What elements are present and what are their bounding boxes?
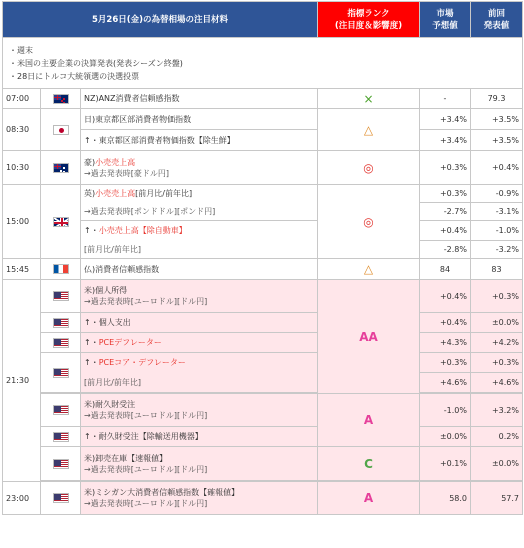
us-flag-icon [53, 318, 69, 328]
time-cell: 23:00 [3, 482, 41, 515]
event-sub-cell: →過去発表時[ポンドドル][ポンド円] [81, 203, 318, 221]
event-cell: ↑・東京都区部消費者物価指数【除生鮮】 [81, 130, 318, 151]
table-row [3, 394, 523, 427]
flag-cell [41, 313, 81, 333]
time-cell: 15:00 [3, 185, 41, 259]
event-cell: ↑・耐久財受注【除輸送用機器】 [81, 427, 318, 447]
previous-cell: -3.1% [471, 203, 523, 221]
forecast-cell: ±0.0% [420, 427, 471, 447]
event-cell: 豪)小売売上高 →過去発表時[豪ドル円] [81, 151, 318, 185]
time-cell: 15:45 [3, 259, 41, 280]
forecast-cell: +0.4% [420, 313, 471, 333]
time-cell: 10:30 [3, 151, 41, 185]
australia-flag-icon [53, 163, 69, 173]
table-row [3, 130, 523, 151]
table-row [3, 221, 523, 241]
table-row [3, 241, 523, 259]
previous-cell: +3.2% [471, 394, 523, 427]
event-cell: ↑・PCEデフレーター [81, 333, 318, 353]
previous-cell: 83 [471, 259, 523, 280]
previous-header: 前回 発表値 [471, 2, 523, 38]
flag-cell [41, 333, 81, 353]
japan-flag-icon [53, 125, 69, 135]
us-flag-icon [53, 493, 69, 503]
note-weekend: ・週末 [9, 45, 33, 55]
previous-cell: ±0.0% [471, 313, 523, 333]
forecast-cell: +0.1% [420, 447, 471, 481]
event-cell: ↑・PCEコア・デフレーター [81, 353, 318, 373]
table-title: 5月26日(金)の為替相場の注目材料 [3, 2, 318, 38]
table-row [3, 427, 523, 447]
us-flag-icon [53, 459, 69, 469]
forecast-cell: -1.0% [420, 394, 471, 427]
triangle-mark-icon: △ [363, 262, 374, 276]
previous-cell: -1.0% [471, 221, 523, 241]
event-cell: 日)東京都区部消費者物価指数 [81, 109, 318, 130]
forecast-cell: +3.4% [420, 130, 471, 151]
previous-cell: 0.2% [471, 427, 523, 447]
forecast-cell: +0.3% [420, 151, 471, 185]
us-flag-icon [53, 291, 69, 301]
flag-cell [41, 280, 81, 313]
previous-cell: 57.7 [471, 482, 523, 515]
table-row [3, 373, 523, 393]
rank-cell [318, 109, 420, 151]
event-cell: NZ)ANZ消費者信頼感指数 [81, 89, 318, 109]
double-circle-icon: ◎ [363, 214, 374, 229]
rank-cell [318, 482, 420, 515]
rank-cell [318, 259, 420, 280]
previous-cell: -3.2% [471, 241, 523, 259]
flag-cell [41, 89, 81, 109]
table-row [3, 203, 523, 221]
time-cell: 21:30 [3, 280, 41, 482]
flag-cell [41, 482, 81, 515]
rank-cell [318, 151, 420, 185]
header-row [3, 2, 523, 38]
previous-cell: +3.5% [471, 109, 523, 130]
previous-cell: 79.3 [471, 89, 523, 109]
rank-cell [318, 447, 420, 481]
table-row [3, 313, 523, 333]
event-cell: ↑・個人支出 [81, 313, 318, 333]
event-sub-cell: [前月比/前年比] [81, 373, 318, 393]
previous-cell: -0.9% [471, 185, 523, 203]
table-row [3, 447, 523, 481]
us-flag-icon [53, 368, 69, 378]
us-flag-icon [53, 432, 69, 442]
forecast-cell: +0.3% [420, 353, 471, 373]
rank-aa-badge: AA [359, 329, 378, 344]
rank-c-badge: C [364, 456, 373, 471]
rank-header: 指標ランク (注目度＆影響度) [318, 2, 420, 38]
forecast-cell: -2.7% [420, 203, 471, 221]
time-cell: 08:30 [3, 109, 41, 151]
event-sub-cell: [前月比/前年比] [81, 241, 318, 259]
table-row [3, 259, 523, 280]
previous-cell: +3.5% [471, 130, 523, 151]
flag-cell [41, 185, 81, 259]
previous-cell: +4.2% [471, 333, 523, 353]
rank-cell [318, 280, 420, 394]
note-turkey: ・28日にトルコ大統領選の決選投票 [9, 71, 140, 81]
forecast-cell: 58.0 [420, 482, 471, 515]
table-row [3, 89, 523, 109]
previous-cell: +0.3% [471, 353, 523, 373]
flag-cell [41, 151, 81, 185]
forecast-cell: +0.3% [420, 185, 471, 203]
rank-cell [318, 394, 420, 447]
double-circle-icon: ◎ [363, 160, 374, 175]
table-row [3, 280, 523, 313]
france-flag-icon [53, 264, 69, 274]
rank-cell [318, 185, 420, 259]
forecast-cell: +3.4% [420, 109, 471, 130]
forecast-cell: -2.8% [420, 241, 471, 259]
flag-cell [41, 394, 81, 427]
uk-flag-icon [53, 217, 69, 227]
forecast-cell: +4.3% [420, 333, 471, 353]
forecast-cell: +0.4% [420, 221, 471, 241]
flag-cell [41, 259, 81, 280]
table-row [3, 482, 523, 515]
event-cell: 仏)消費者信頼感指数 [81, 259, 318, 280]
event-cell: 米)卸売在庫【速報値】 →過去発表時[ユーロドル][ドル円] [81, 447, 318, 481]
flag-cell [41, 427, 81, 447]
previous-cell: +4.6% [471, 373, 523, 393]
event-cell: 米)個人所得 →過去発表時[ユーロドル][ドル円] [81, 280, 318, 313]
table-row [3, 151, 523, 185]
table-row [3, 185, 523, 203]
forecast-cell: +4.6% [420, 373, 471, 393]
table-row [3, 109, 523, 130]
note-earnings: ・米国の主要企業の決算発表(発表シーズン終盤) [9, 58, 183, 68]
rank-cell [318, 89, 420, 109]
event-cell: 米)ミシガン大消費者信頼感指数【確報値】 →過去発表時[ユーロドル][ドル円] [81, 482, 318, 515]
forecast-cell: 84 [420, 259, 471, 280]
flag-cell [41, 109, 81, 151]
forecast-header: 市場 予想値 [420, 2, 471, 38]
event-cell: 米)耐久財受注 →過去発表時[ユーロドル][ドル円] [81, 394, 318, 427]
fx-calendar-table [2, 1, 523, 515]
forecast-cell: +0.4% [420, 280, 471, 313]
cross-mark-icon: × [363, 91, 374, 106]
rank-a-badge: A [363, 491, 374, 505]
flag-cell [41, 447, 81, 481]
notes-cell [3, 38, 523, 89]
event-cell: ↑・小売売上高【除自動車】 [81, 221, 318, 241]
notes-row [3, 38, 523, 89]
previous-cell: +0.4% [471, 151, 523, 185]
previous-cell: ±0.0% [471, 447, 523, 481]
triangle-mark-icon: △ [363, 122, 374, 137]
event-cell: 英)小売売上高[前月比/前年比] [81, 185, 318, 203]
time-cell: 07:00 [3, 89, 41, 109]
nz-flag-icon [53, 94, 69, 104]
us-flag-icon [53, 338, 69, 348]
forecast-cell: - [420, 89, 471, 109]
us-flag-icon [53, 405, 69, 415]
table-row [3, 333, 523, 353]
rank-a-badge: A [363, 413, 374, 427]
table-row [3, 353, 523, 373]
flag-cell [41, 353, 81, 393]
previous-cell: +0.3% [471, 280, 523, 313]
